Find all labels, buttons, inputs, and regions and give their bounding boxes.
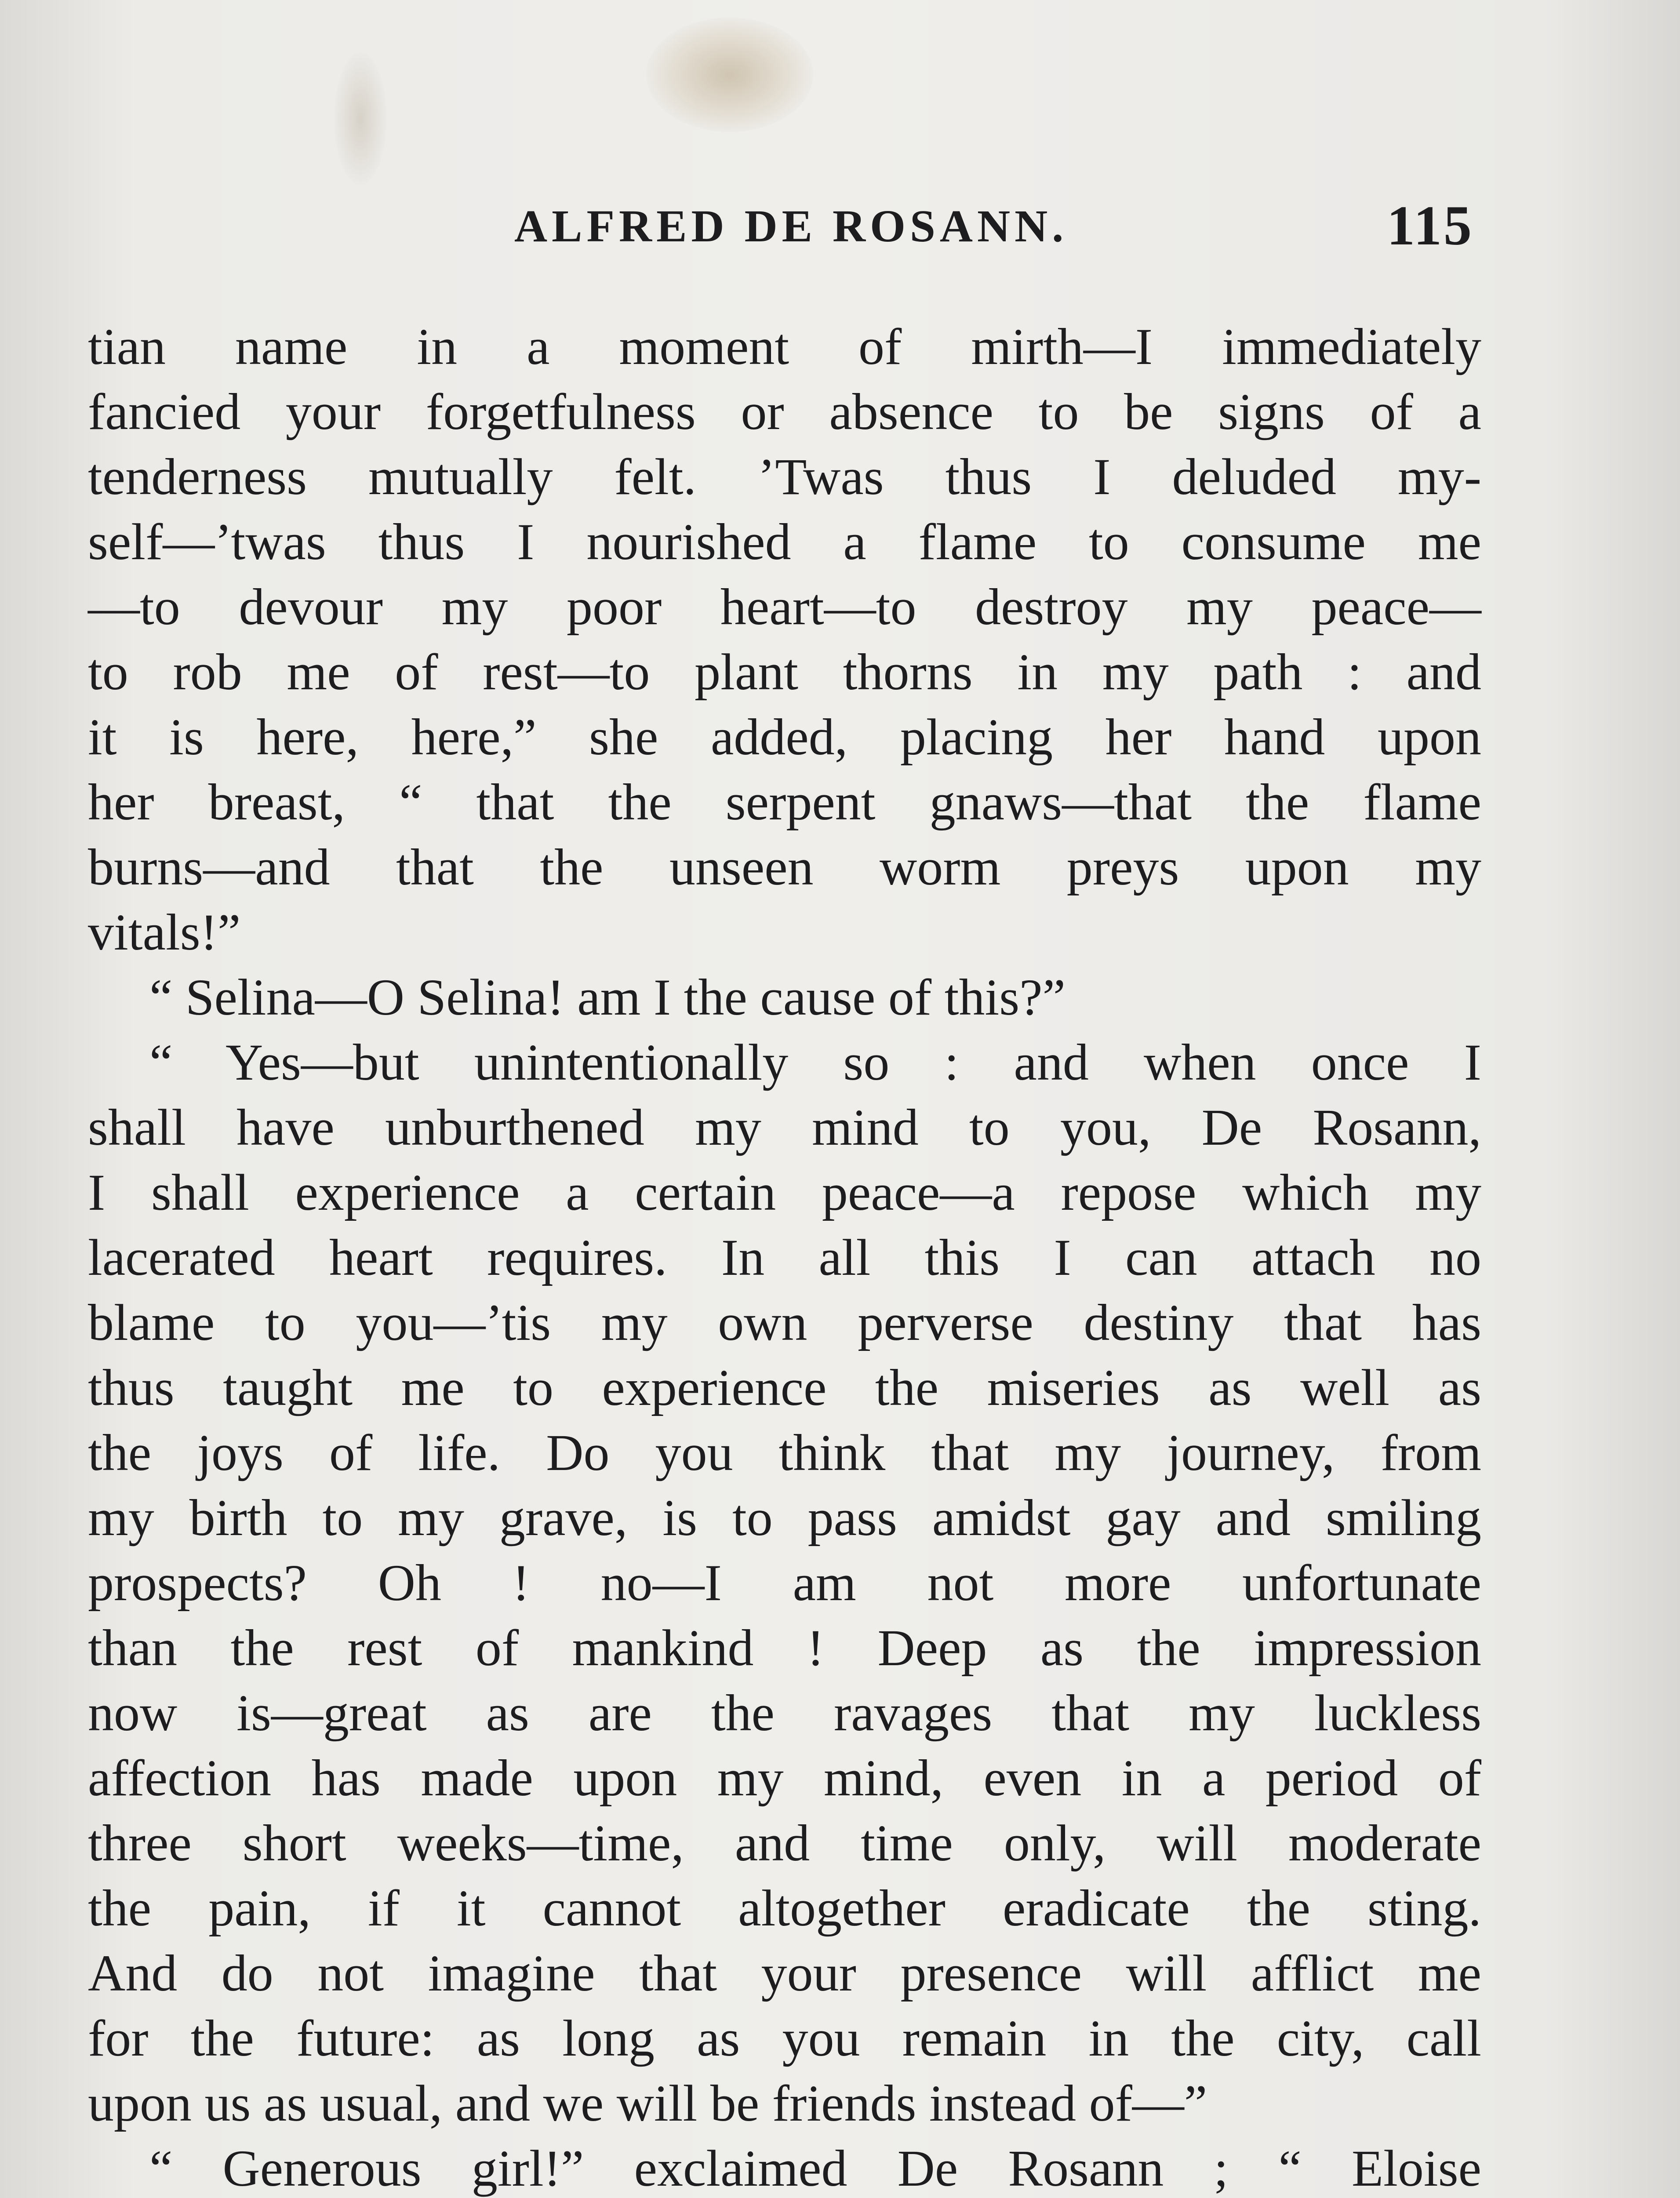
text-line: three short weeks—time, and time only, will moderate — [88, 1814, 1481, 1872]
text-line: blame to you—’tis my own perverse destiny that has — [88, 1294, 1481, 1351]
text-line: than the rest of mankind ! Deep as the impression — [88, 1619, 1481, 1677]
text-line: thus taught me to experience the miseries as well as — [88, 1359, 1481, 1416]
text-line: lacerated heart requires. In all this I can attach no — [88, 1229, 1481, 1286]
text-line: “ Selina—O Selina! am I the cause of this?” — [149, 968, 1065, 1026]
text-line: now is—great as are the ravages that my luckless — [88, 1684, 1481, 1742]
text-line: tian name in a moment of mirth—I immediately — [88, 318, 1481, 375]
text-line: burns—and that the unseen worm preys upon my — [88, 838, 1481, 896]
text-line: to rob me of rest—to plant thorns in my path : and — [88, 643, 1481, 701]
text-line: affection has made upon my mind, even in a period of — [88, 1749, 1481, 1807]
text-line: my birth to my grave, is to pass amidst gay and smiling — [88, 1489, 1481, 1547]
text-line: I shall experience a certain peace—a repose which my — [88, 1164, 1481, 1221]
text-line: “ Yes—but unintentionally so : and when once I — [149, 1033, 1481, 1091]
paper-stain — [334, 53, 387, 185]
text-line: shall have unburthened my mind to you, De Rosann, — [88, 1099, 1481, 1156]
running-title: ALFRED DE ROSANN. — [514, 201, 1068, 251]
text-line: fancied your forgetfulness or absence to be signs of a — [88, 383, 1481, 440]
text-line: “ Generous girl!” exclaimed De Rosann ; “ Eloise — [149, 2140, 1481, 2197]
text-line: upon us as usual, and we will be friends instead of—” — [88, 2074, 1207, 2132]
text-line: for the future: as long as you remain in the city, call — [88, 2009, 1481, 2067]
text-line: the pain, if it cannot altogether eradicate the sting. — [88, 1879, 1481, 1937]
paper-stain — [646, 18, 813, 132]
text-line: the joys of life. Do you think that my journey, from — [88, 1424, 1481, 1481]
text-line: self—’twas thus I nourished a flame to consume me — [88, 513, 1481, 571]
page-number: 115 — [1387, 194, 1473, 257]
text-line: tenderness mutually felt. ’Twas thus I deluded my- — [88, 448, 1481, 506]
text-line: it is here, here,” she added, placing her hand upon — [88, 708, 1481, 766]
text-line: prospects? Oh ! no—I am not more unfortunate — [88, 1554, 1481, 1612]
text-line: her breast, “ that the serpent gnaws—that the flame — [88, 773, 1481, 831]
text-line: vitals!” — [88, 903, 241, 961]
text-line: And do not imagine that your presence will afflict me — [88, 1944, 1481, 2002]
text-line: —to devour my poor heart—to destroy my peace— — [88, 578, 1481, 636]
body-text — [88, 314, 1481, 2198]
